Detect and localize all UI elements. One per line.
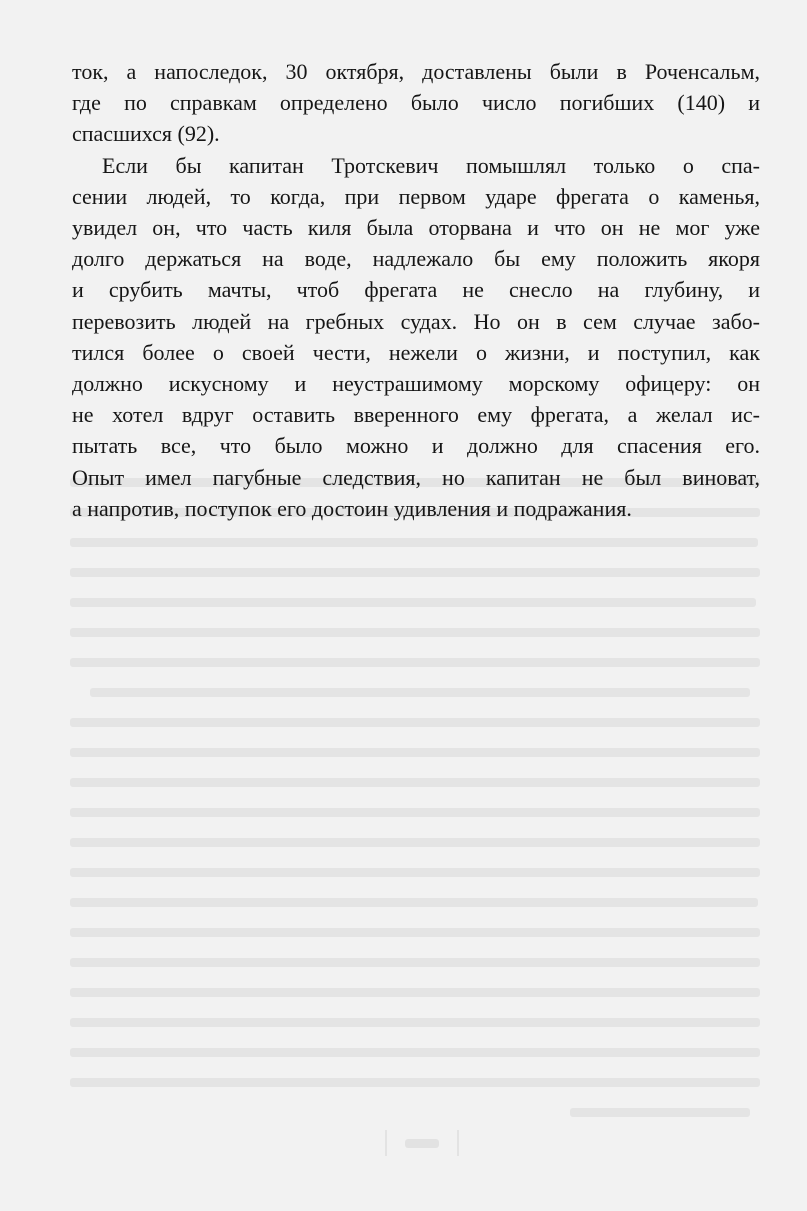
text-line: тился более о своей чести, нежели о жизни, и поступил, как [72, 339, 760, 365]
text-line: увидел он, что часть киля была оторвана и что он не мог уже [72, 215, 760, 241]
paragraph-1 [72, 56, 760, 150]
paragraph-2 [72, 150, 760, 524]
text-line: Опыт имел пагубные следствия, но капитан не был виноват, [72, 464, 760, 490]
text-line: перевозить людей на гребных судах. Но он в сем случае забо- [72, 308, 760, 334]
text-line: где по справкам определено было число погибших (140) и [72, 90, 760, 116]
text-line: долго держаться на воде, надлежало бы ему положить якоря [72, 246, 760, 272]
text-line: сении людей, то когда, при первом ударе фрегата о каменья, [72, 183, 760, 209]
text-line: Если бы капитан Тротскевич помышлял только о спа- [102, 152, 760, 178]
reverse-side-bleed-through [70, 470, 760, 1130]
text-line: спасшихся (92). [72, 121, 220, 147]
text-line: должно искусному и неустрашимому морскому офицеру: он [72, 371, 760, 397]
text-line: ток, а напоследок, 30 октября, доставлены были в Роченсальм, [72, 59, 760, 84]
reverse-side-page-number-bleed [385, 1130, 459, 1156]
body-text [72, 56, 760, 524]
text-line: не хотел вдруг оставить вверенного ему фрегата, а желал ис- [72, 402, 760, 428]
text-line: и срубить мачты, чтоб фрегата не снесло на глубину, и [72, 277, 760, 303]
text-line: а напротив, поступок его достоин удивления и подражания. [72, 495, 632, 521]
text-line: пытать все, что было можно и должно для спасения его. [72, 433, 760, 459]
